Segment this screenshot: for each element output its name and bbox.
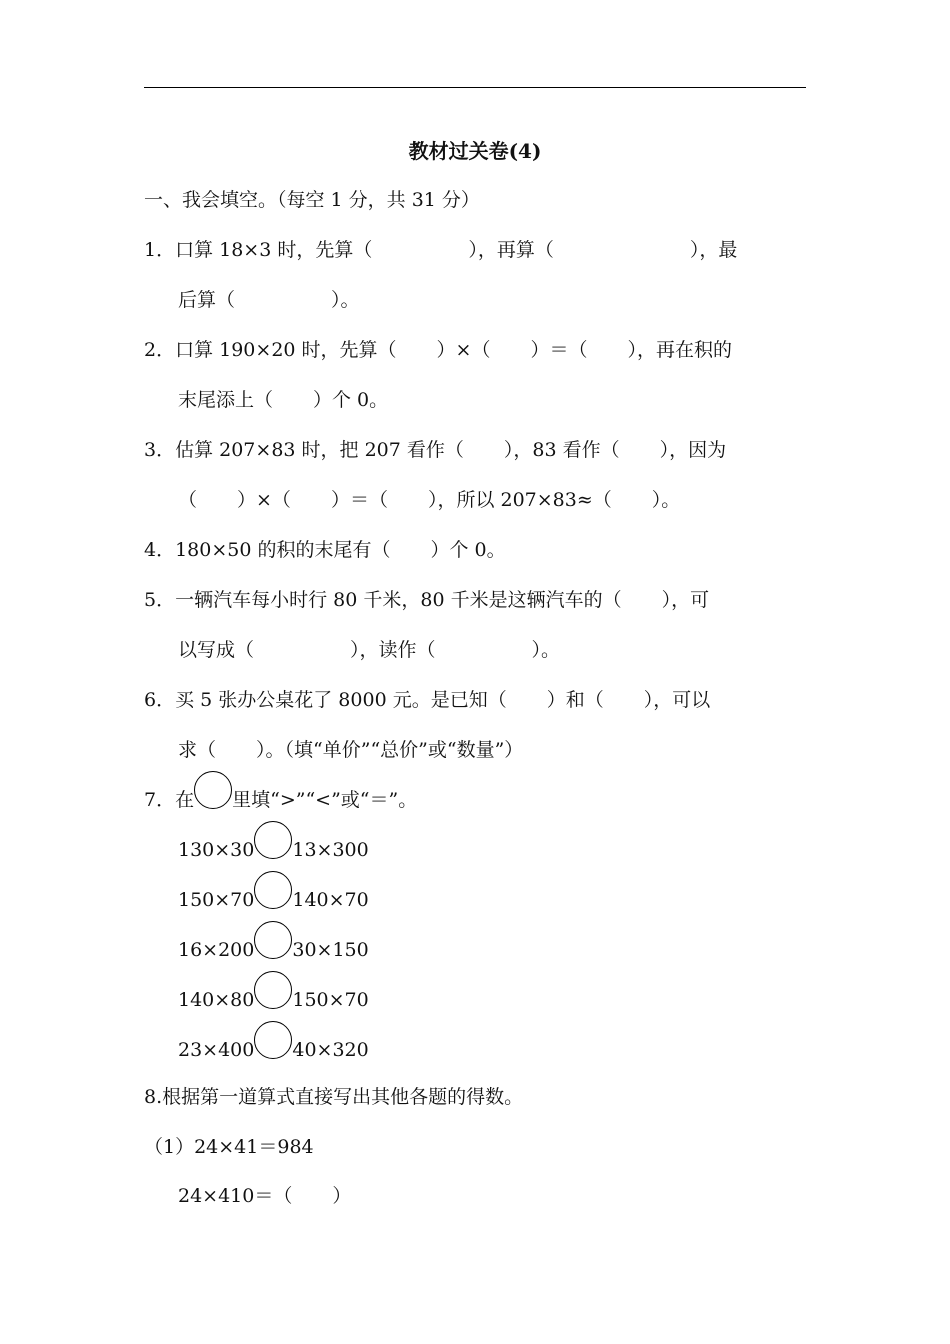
- question-text: ）×（: [436, 339, 491, 361]
- question-1-line-2: [178, 285, 806, 315]
- question-text: 后算（: [178, 289, 236, 311]
- compare-circle[interactable]: [254, 1021, 292, 1059]
- compare-left: 23×400: [178, 1039, 255, 1061]
- question-number: 3．: [144, 439, 176, 461]
- compare-circle[interactable]: [254, 971, 292, 1009]
- question-text: ），所以 207×83≈（: [427, 489, 612, 511]
- question-8: 8.根据第一道算式直接写出其他各题的得数。: [144, 1086, 524, 1108]
- question-text: 求（: [178, 739, 217, 761]
- question-text: 买 5 张办公桌花了 8000 元。是已知（: [175, 689, 507, 711]
- question-6-line-1: [144, 685, 806, 715]
- question-text: ）个 0。: [430, 539, 506, 561]
- compare-right: 40×320: [292, 1039, 369, 1061]
- question-5-line-1: [144, 585, 806, 615]
- compare-circle[interactable]: [254, 821, 292, 859]
- question-text: 在: [175, 789, 195, 811]
- question-text: 末尾添上（: [178, 389, 274, 411]
- compare-row: [178, 985, 369, 1015]
- question-number: 6．: [144, 689, 176, 711]
- question-number: 1．: [144, 239, 176, 261]
- question-text: ）×（: [237, 489, 291, 511]
- question-number: 4．: [144, 539, 176, 561]
- question-6-line-2: [178, 735, 806, 765]
- question-7: [144, 785, 806, 815]
- question-text: ）和（: [546, 689, 604, 711]
- section-heading: 一、我会填空。（每空 1 分，共 31 分）: [144, 189, 480, 211]
- question-text: ）: [332, 1185, 352, 1207]
- compare-right: 30×150: [292, 939, 369, 961]
- compare-row: [178, 835, 369, 865]
- question-1-line-1: [144, 235, 806, 265]
- question-text: ），因为: [659, 439, 727, 461]
- question-number: 7．: [144, 789, 176, 811]
- question-text: ），再在积的: [627, 339, 732, 361]
- question-text: ）。: [531, 639, 561, 661]
- circle-icon: [194, 771, 232, 809]
- question-number: 2．: [144, 339, 176, 361]
- question-text: 里填“>”“<”或“＝”。: [232, 789, 418, 811]
- compare-left: 150×70: [178, 889, 255, 911]
- compare-circle[interactable]: [254, 871, 292, 909]
- question-text: ）＝（: [330, 489, 388, 511]
- question-text: ）。: [651, 489, 681, 511]
- question-text: 180×50 的积的末尾有（: [175, 539, 391, 561]
- question-3-line-1: [144, 435, 806, 465]
- question-text: ），读作（: [350, 639, 436, 661]
- question-8-sub-1: （1）24×41＝984: [144, 1136, 314, 1158]
- question-text: ）。: [331, 289, 360, 311]
- question-text: ），可以: [643, 689, 711, 711]
- question-text: 24×410＝（: [178, 1185, 293, 1207]
- page-title: 教材过关卷(4): [408, 139, 542, 163]
- compare-circle[interactable]: [254, 921, 292, 959]
- question-text: ）＝（: [530, 339, 588, 361]
- question-5-line-2: [178, 635, 806, 665]
- compare-right: 150×70: [292, 989, 369, 1011]
- compare-left: 140×80: [178, 989, 255, 1011]
- question-text: （: [178, 489, 198, 511]
- question-text: 估算 207×83 时，把 207 看作（: [175, 439, 464, 461]
- question-3-line-2: [178, 485, 806, 515]
- question-number: 5．: [144, 589, 176, 611]
- question-text: ），最: [689, 239, 738, 261]
- question-2-line-1: [144, 335, 806, 365]
- question-text: ），可: [661, 589, 710, 611]
- question-4: [144, 535, 806, 565]
- question-text: 一辆汽车每小时行 80 千米，80 千米是这辆汽车的（: [175, 589, 622, 611]
- question-text: ）个 0。: [313, 389, 389, 411]
- question-text: 口算 18×3 时，先算（: [175, 239, 373, 261]
- compare-row: [178, 935, 369, 965]
- compare-left: 16×200: [178, 939, 255, 961]
- question-text: ）。（填“单价”“总价”或“数量”）: [256, 739, 524, 761]
- compare-left: 130×30: [178, 839, 255, 861]
- question-8-answer-line: [178, 1181, 351, 1211]
- compare-row: [178, 1035, 369, 1065]
- question-2-line-2: [178, 385, 806, 415]
- compare-row: [178, 885, 369, 915]
- header-rule: [144, 87, 806, 88]
- question-text: 以写成（: [178, 639, 255, 661]
- compare-right: 140×70: [292, 889, 369, 911]
- compare-right: 13×300: [292, 839, 369, 861]
- question-text: ），再算（: [468, 239, 554, 261]
- question-text: 口算 190×20 时，先算（: [175, 339, 397, 361]
- question-text: ），83 看作（: [503, 439, 620, 461]
